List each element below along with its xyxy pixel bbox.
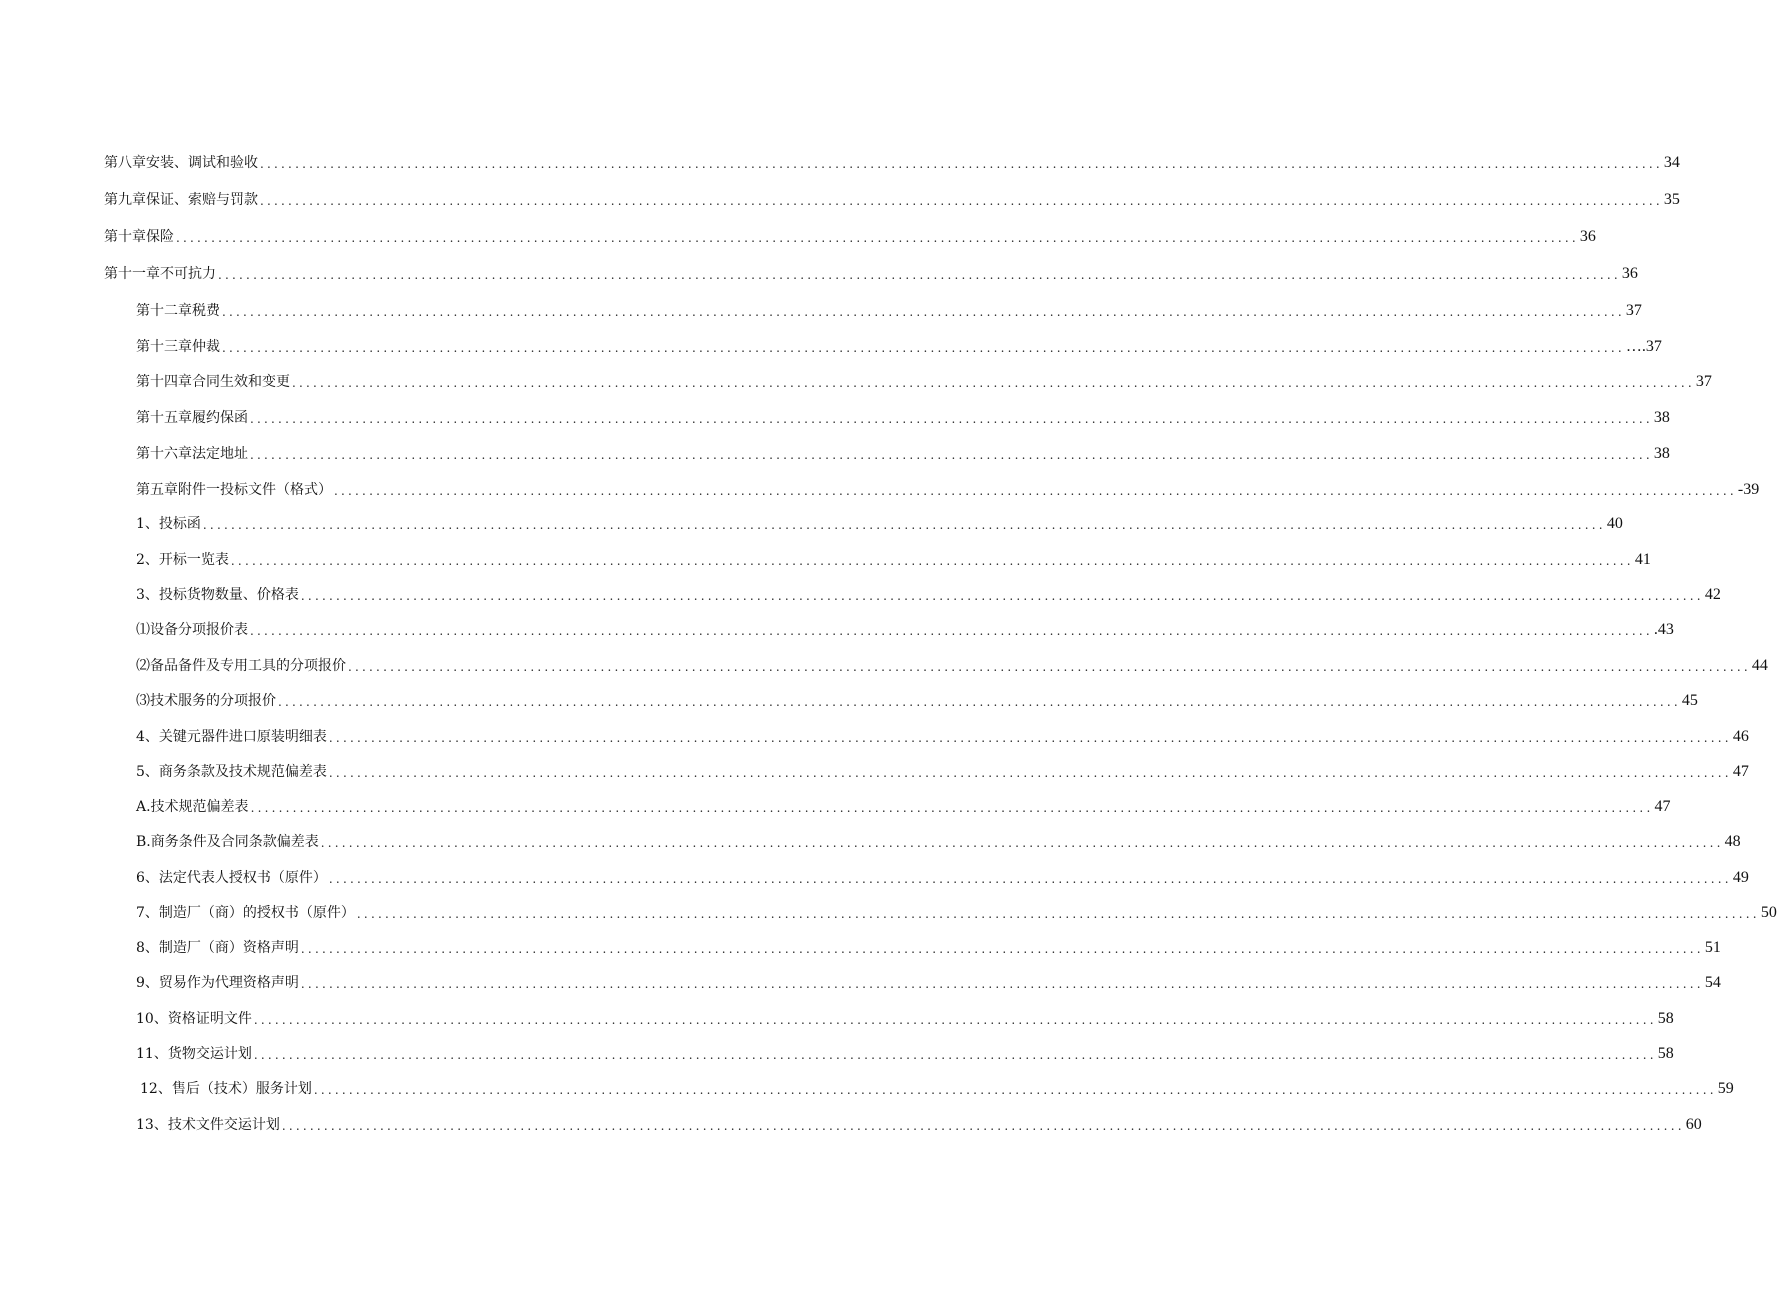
toc-dot-leader: ........................................................................................................................................................................................................ bbox=[328, 766, 1732, 780]
toc-entry-page: 41 bbox=[1634, 551, 1651, 568]
toc-entry-page: 37 bbox=[1625, 302, 1642, 319]
toc-entry-label: 第十一章不可抗力 bbox=[104, 266, 216, 282]
toc-dot-leader: ........................................................................................................................................................................................................ bbox=[250, 412, 1653, 426]
toc-entry bbox=[104, 224, 1596, 246]
toc-entry-label: ⑴设备分项报价表 bbox=[136, 622, 248, 638]
toc-entry-page: 47 bbox=[1732, 763, 1749, 780]
toc-entry bbox=[136, 1006, 1674, 1028]
toc-entry-page: 35 bbox=[1663, 191, 1680, 208]
toc-entry-page: .43 bbox=[1653, 621, 1674, 638]
toc-dot-leader: ........................................................................................................................................................................................................ bbox=[176, 231, 1579, 245]
toc-entry bbox=[136, 511, 1623, 533]
toc-entry bbox=[136, 970, 1721, 992]
toc-dot-leader: ........................................................................................................................................................................................................ bbox=[222, 305, 1625, 319]
toc-entry-page: 50 bbox=[1760, 904, 1777, 921]
toc-entry-label: 5、商务条款及技术规范偏差表 bbox=[136, 764, 327, 780]
toc-entry-label: 第九章保证、索赔与罚款 bbox=[104, 192, 258, 208]
toc-entry-page: 58 bbox=[1657, 1010, 1674, 1027]
toc-entry-label: 第十三章仲裁 bbox=[136, 339, 220, 355]
toc-entry-page: 42 bbox=[1704, 586, 1721, 603]
toc-entry-page: 37 bbox=[1695, 373, 1712, 390]
toc-dot-leader: ........................................................................................................................................................................................................ bbox=[313, 1083, 1717, 1097]
toc-dot-leader: ........................................................................................................................................................................................................ bbox=[334, 484, 1737, 498]
toc-entry-page: 47 bbox=[1654, 798, 1671, 815]
toc-dot-leader: ........................................................................................................................................................................................................ bbox=[218, 268, 1621, 282]
toc-entry-label: 第八章安装、调试和验收 bbox=[104, 155, 258, 171]
toc-entry-page: 36 bbox=[1579, 228, 1596, 245]
toc-entry-label: 第十章保险 bbox=[104, 229, 174, 245]
toc-entry-page: 54 bbox=[1704, 974, 1721, 991]
toc-dot-leader: ........................................................................................................................................................................................................ bbox=[260, 157, 1663, 171]
toc-entry-label: 11、货物交运计划 bbox=[136, 1046, 252, 1062]
toc-entry-page: 59 bbox=[1717, 1080, 1734, 1097]
toc-dot-leader: ........................................................................................................................................................................................................ bbox=[328, 872, 1732, 886]
toc-entry-page: 34 bbox=[1663, 154, 1680, 171]
toc-entry-page: 44 bbox=[1751, 657, 1768, 674]
toc-dot-leader: ........................................................................................................................................................................................................ bbox=[230, 554, 1634, 568]
toc-dot-leader: ........................................................................................................................................................................................................ bbox=[300, 589, 1704, 603]
toc-entry bbox=[136, 653, 1768, 675]
toc-entry-label: 4、关键元器件进口原装明细表 bbox=[136, 729, 327, 745]
toc-entry-label: 第十五章履约保函 bbox=[136, 410, 248, 426]
toc-dot-leader: ........................................................................................................................................................................................................ bbox=[250, 624, 1653, 638]
toc-entry bbox=[136, 865, 1749, 887]
toc-dot-leader: ........................................................................................................................................................................................................ bbox=[292, 376, 1695, 390]
toc-dot-leader: ........................................................................................................................................................................................................ bbox=[348, 660, 1751, 674]
toc-entry-label: 第十六章法定地址 bbox=[136, 446, 248, 462]
toc-entry bbox=[136, 617, 1674, 639]
toc-entry bbox=[136, 405, 1670, 427]
toc-entry-label: 1、投标函 bbox=[136, 516, 201, 532]
toc-entry bbox=[140, 1076, 1734, 1098]
toc-entry-page: -39 bbox=[1737, 481, 1760, 498]
toc-entry-label: 第十四章合同生效和变更 bbox=[136, 374, 290, 390]
toc-dot-leader: ........................................................................................................................................................................................................ bbox=[328, 731, 1732, 745]
toc-entry-label: ⑵备品备件及专用工具的分项报价 bbox=[136, 658, 346, 674]
toc-entry bbox=[136, 759, 1749, 781]
toc-entry bbox=[136, 1041, 1674, 1063]
toc-entry-label: 8、制造厂（商）资格声明 bbox=[136, 940, 299, 956]
toc-entry-page: 58 bbox=[1657, 1045, 1674, 1062]
toc-entry bbox=[136, 441, 1670, 463]
toc-entry bbox=[136, 298, 1642, 320]
toc-entry bbox=[136, 582, 1721, 604]
toc-entry-label: 2、开标一览表 bbox=[136, 552, 229, 568]
toc-entry-label: 第十二章税费 bbox=[136, 303, 220, 319]
toc-entry-label: 9、贸易作为代理资格声明 bbox=[136, 975, 299, 991]
toc-entry-label: 3、投标货物数量、价格表 bbox=[136, 587, 299, 603]
toc-entry-label: 12、售后（技术）服务计划 bbox=[140, 1081, 312, 1097]
toc-entry-page: 38 bbox=[1653, 445, 1670, 462]
toc-dot-leader: ........................................................................................................................................................................................................ bbox=[281, 1119, 1685, 1133]
toc-entry-page: 40 bbox=[1606, 515, 1623, 532]
toc-dot-leader: ........................................................................................................................................................................................................ bbox=[253, 1048, 1657, 1062]
toc-dot-leader: ........................................................................................................................................................................................................ bbox=[356, 907, 1760, 921]
toc-entry bbox=[104, 150, 1680, 172]
toc-entry-page: 49 bbox=[1732, 869, 1749, 886]
toc-dot-leader: ........................................................................................................................................................................................................ bbox=[300, 977, 1704, 991]
toc-entry-page: 46 bbox=[1732, 728, 1749, 745]
toc-entry bbox=[136, 369, 1712, 391]
toc-dot-leader: ........................................................................................................................................................................................................ bbox=[278, 695, 1681, 709]
toc-entry-label: 第五章附件一投标文件（格式） bbox=[136, 482, 332, 498]
toc-entry-page: ….37 bbox=[1625, 338, 1662, 355]
toc-entry-page: 36 bbox=[1621, 265, 1638, 282]
toc-entry-page: 60 bbox=[1685, 1116, 1702, 1133]
toc-entry-label: A.技术规范偏差表 bbox=[136, 799, 249, 815]
toc-dot-leader: ........................................................................................................................................................................................................ bbox=[250, 448, 1653, 462]
toc-entry bbox=[136, 935, 1721, 957]
toc-entry bbox=[104, 187, 1680, 209]
toc-entry-label: 13、技术文件交运计划 bbox=[136, 1117, 280, 1133]
toc-dot-leader: ........................................................................................................................................................................................................ bbox=[253, 1013, 1657, 1027]
toc-dot-leader: ........................................................................................................................................................................................................ bbox=[320, 836, 1724, 850]
toc-entry bbox=[136, 900, 1777, 922]
toc-entry-label: 6、法定代表人授权书（原件） bbox=[136, 870, 327, 886]
toc-dot-leader: ........................................................................................................................................................................................................ bbox=[202, 518, 1606, 532]
toc-entry-label: 10、资格证明文件 bbox=[136, 1011, 252, 1027]
toc-dot-leader: ........................................................................................................................................................................................................ bbox=[260, 194, 1663, 208]
toc-entry-label: ⑶技术服务的分项报价 bbox=[136, 693, 276, 709]
toc-entry bbox=[136, 1112, 1702, 1134]
toc-entry-page: 48 bbox=[1724, 833, 1741, 850]
toc-entry-page: 51 bbox=[1704, 939, 1721, 956]
toc-entry bbox=[136, 547, 1651, 569]
toc-entry bbox=[136, 829, 1741, 851]
toc-entry bbox=[136, 688, 1698, 710]
toc-dot-leader: ........................................................................................................................................................................................................ bbox=[250, 801, 1654, 815]
toc-entry bbox=[136, 794, 1671, 816]
toc-entry bbox=[104, 261, 1638, 283]
toc-entry-page: 38 bbox=[1653, 409, 1670, 426]
toc-dot-leader: ........................................................................................................................................................................................................ bbox=[222, 341, 1625, 355]
toc-dot-leader: ........................................................................................................................................................................................................ bbox=[300, 942, 1704, 956]
toc-entry bbox=[136, 477, 1760, 499]
toc-entry-page: 45 bbox=[1681, 692, 1698, 709]
toc-entry-label: 7、制造厂（商）的授权书（原件） bbox=[136, 905, 355, 921]
toc-entry bbox=[136, 724, 1749, 746]
toc-entry-label: B.商务条件及合同条款偏差表 bbox=[136, 834, 319, 850]
toc-entry bbox=[136, 334, 1662, 356]
